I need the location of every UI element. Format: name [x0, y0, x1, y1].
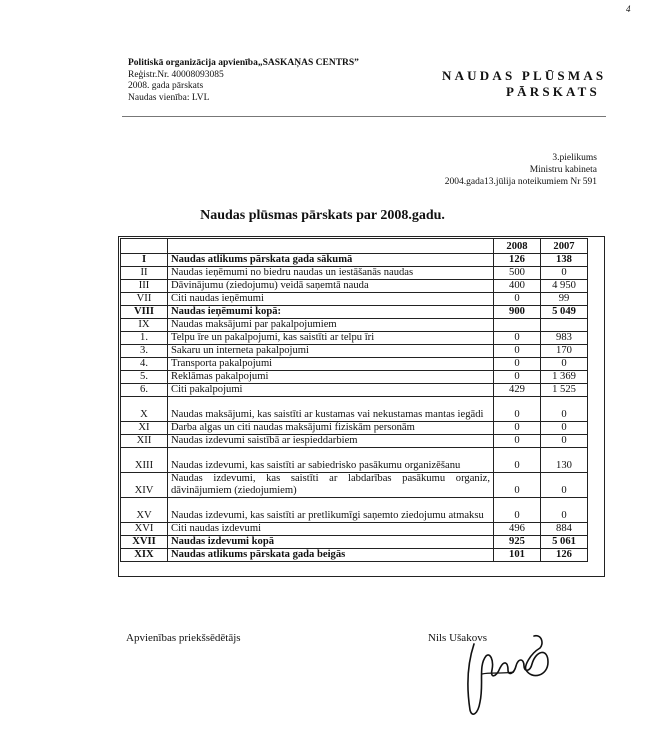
header-code-cell: [121, 239, 168, 254]
row-code: XIII: [121, 448, 168, 473]
table-row: [121, 549, 588, 562]
row-code: VIII: [121, 306, 168, 319]
row-value-2007: 0: [541, 498, 588, 523]
registration-number: Reģistr.Nr. 40008093085: [128, 69, 224, 80]
row-label: Naudas maksājumi, kas saistīti ar kustamas vai nekustamas mantas iegādi: [168, 397, 494, 422]
table-row: [121, 384, 588, 397]
row-value-2008: 0: [494, 448, 541, 473]
row-value-2007: 5 061: [541, 536, 588, 549]
row-value-2007: 0: [541, 267, 588, 280]
table-row: [121, 254, 588, 267]
corner-mark: 4: [626, 4, 631, 14]
signatory-name: Nils Ušakovs: [428, 632, 487, 644]
row-value-2008: 496: [494, 523, 541, 536]
table-row: [121, 473, 588, 498]
handwritten-signature: [456, 614, 556, 724]
row-label: Reklāmas pakalpojumi: [168, 371, 494, 384]
row-value-2008: 101: [494, 549, 541, 562]
row-label: Citi pakalpojumi: [168, 384, 494, 397]
table-row: [121, 371, 588, 384]
row-code: IX: [121, 319, 168, 332]
row-label: Naudas ieņēmumi kopā:: [168, 306, 494, 319]
row-code: 3.: [121, 345, 168, 358]
row-label: Citi naudas izdevumi: [168, 523, 494, 536]
table-row: [121, 498, 588, 523]
row-code: X: [121, 397, 168, 422]
table-row: [121, 319, 588, 332]
row-label: Naudas izdevumi, kas saistīti ar labdarības pasākumu organiz, dāvinājumiem (ziedojumiem): [168, 473, 494, 498]
row-label: Naudas izdevumi kopā: [168, 536, 494, 549]
table-header-row: [121, 239, 588, 254]
report-title-line1: NAUDAS PLŪSMAS: [442, 68, 607, 83]
row-value-2007: 99: [541, 293, 588, 306]
table-row: [121, 422, 588, 435]
row-value-2007: 130: [541, 448, 588, 473]
row-value-2008: 0: [494, 293, 541, 306]
row-code: I: [121, 254, 168, 267]
row-code: XVII: [121, 536, 168, 549]
row-value-2008: 0: [494, 371, 541, 384]
row-value-2008: 0: [494, 358, 541, 371]
table-row: [121, 448, 588, 473]
table-row: [121, 523, 588, 536]
row-label: Naudas atlikums pārskata gada sākumā: [168, 254, 494, 267]
organization-block: [128, 58, 359, 104]
table-row: [121, 293, 588, 306]
row-label: Naudas izdevumi, kas saistīti ar sabiedrisko pasākumu organizēšanu: [168, 448, 494, 473]
row-label: Naudas atlikums pārskata gada beigās: [168, 549, 494, 562]
row-label: Telpu īre un pakalpojumi, kas saistīti ar telpu īri: [168, 332, 494, 345]
row-value-2007: [541, 319, 588, 332]
header-2008: 2008: [494, 239, 541, 254]
report-title-line2: PĀRSKATS: [506, 84, 600, 99]
row-value-2008: 925: [494, 536, 541, 549]
row-code: XI: [121, 422, 168, 435]
row-value-2007: 170: [541, 345, 588, 358]
appendix-note: [445, 152, 597, 188]
row-code: VII: [121, 293, 168, 306]
document-heading: Naudas plūsmas pārskats par 2008.gadu.: [200, 208, 445, 223]
row-code: 1.: [121, 332, 168, 345]
row-value-2008: [494, 319, 541, 332]
row-value-2007: 0: [541, 358, 588, 371]
row-label: Naudas maksājumi par pakalpojumiem: [168, 319, 494, 332]
row-code: XIX: [121, 549, 168, 562]
row-code: XII: [121, 435, 168, 448]
row-value-2007: 126: [541, 549, 588, 562]
signatory-position: Apvienības priekšsēdētājs: [126, 632, 241, 644]
appendix-line1: 3.pielikums: [552, 153, 597, 163]
header-2007: 2007: [541, 239, 588, 254]
table-row: [121, 536, 588, 549]
row-value-2007: 5 049: [541, 306, 588, 319]
row-label: Darba algas un citi naudas maksājumi fiziskām personām: [168, 422, 494, 435]
row-value-2008: 0: [494, 422, 541, 435]
row-code: XV: [121, 498, 168, 523]
report-period: 2008. gada pārskats: [128, 81, 204, 91]
row-label: Citi naudas ieņēmumi: [168, 293, 494, 306]
row-value-2007: 983: [541, 332, 588, 345]
appendix-line3: 2004.gada13.jūlija noteikumiem Nr 591: [444, 177, 597, 187]
row-value-2007: 0: [541, 473, 588, 498]
row-value-2007: 138: [541, 254, 588, 267]
row-value-2007: 884: [541, 523, 588, 536]
row-code: 5.: [121, 371, 168, 384]
table-row: [121, 435, 588, 448]
row-value-2007: 0: [541, 435, 588, 448]
row-value-2007: 0: [541, 422, 588, 435]
row-code: 6.: [121, 384, 168, 397]
row-label: Naudas izdevumi, kas saistīti ar pretlikumīgi saņemto ziedojumu atmaksu: [168, 498, 494, 523]
header-divider: [122, 116, 606, 117]
row-value-2008: 0: [494, 345, 541, 358]
appendix-line2: Ministru kabineta: [529, 165, 597, 175]
row-value-2008: 429: [494, 384, 541, 397]
row-value-2007: 1 525: [541, 384, 588, 397]
table-row: [121, 267, 588, 280]
table-row: [121, 306, 588, 319]
row-value-2008: 500: [494, 267, 541, 280]
row-value-2008: 0: [494, 498, 541, 523]
header-label-cell: [168, 239, 494, 254]
row-value-2007: 1 369: [541, 371, 588, 384]
report-title: [442, 68, 606, 100]
table-row: [121, 280, 588, 293]
row-label: Naudas ieņēmumi no biedru naudas un iestāšanās naudas: [168, 267, 494, 280]
row-code: 4.: [121, 358, 168, 371]
row-value-2007: 4 950: [541, 280, 588, 293]
row-code: XIV: [121, 473, 168, 498]
row-code: II: [121, 267, 168, 280]
row-value-2008: 0: [494, 473, 541, 498]
table-row: [121, 332, 588, 345]
row-value-2008: 0: [494, 332, 541, 345]
row-label: Dāvinājumu (ziedojumu) veidā saņemtā nauda: [168, 280, 494, 293]
table-row: [121, 358, 588, 371]
table-row: [121, 345, 588, 358]
row-label: Naudas izdevumi saistībā ar iespieddarbiem: [168, 435, 494, 448]
row-value-2008: 400: [494, 280, 541, 293]
currency-unit: Naudas vienība: LVL: [128, 92, 210, 103]
row-label: Sakaru un interneta pakalpojumi: [168, 345, 494, 358]
row-value-2008: 0: [494, 397, 541, 422]
row-value-2008: 126: [494, 254, 541, 267]
row-value-2008: 0: [494, 435, 541, 448]
row-code: XVI: [121, 523, 168, 536]
cash-flow-table: [120, 238, 588, 562]
row-code: III: [121, 280, 168, 293]
row-value-2007: 0: [541, 397, 588, 422]
row-label: Transporta pakalpojumi: [168, 358, 494, 371]
row-value-2008: 900: [494, 306, 541, 319]
organization-name: Politiskā organizācija apvienība„SASKAŅAS CENTRS”: [128, 58, 359, 68]
table-row: [121, 397, 588, 422]
